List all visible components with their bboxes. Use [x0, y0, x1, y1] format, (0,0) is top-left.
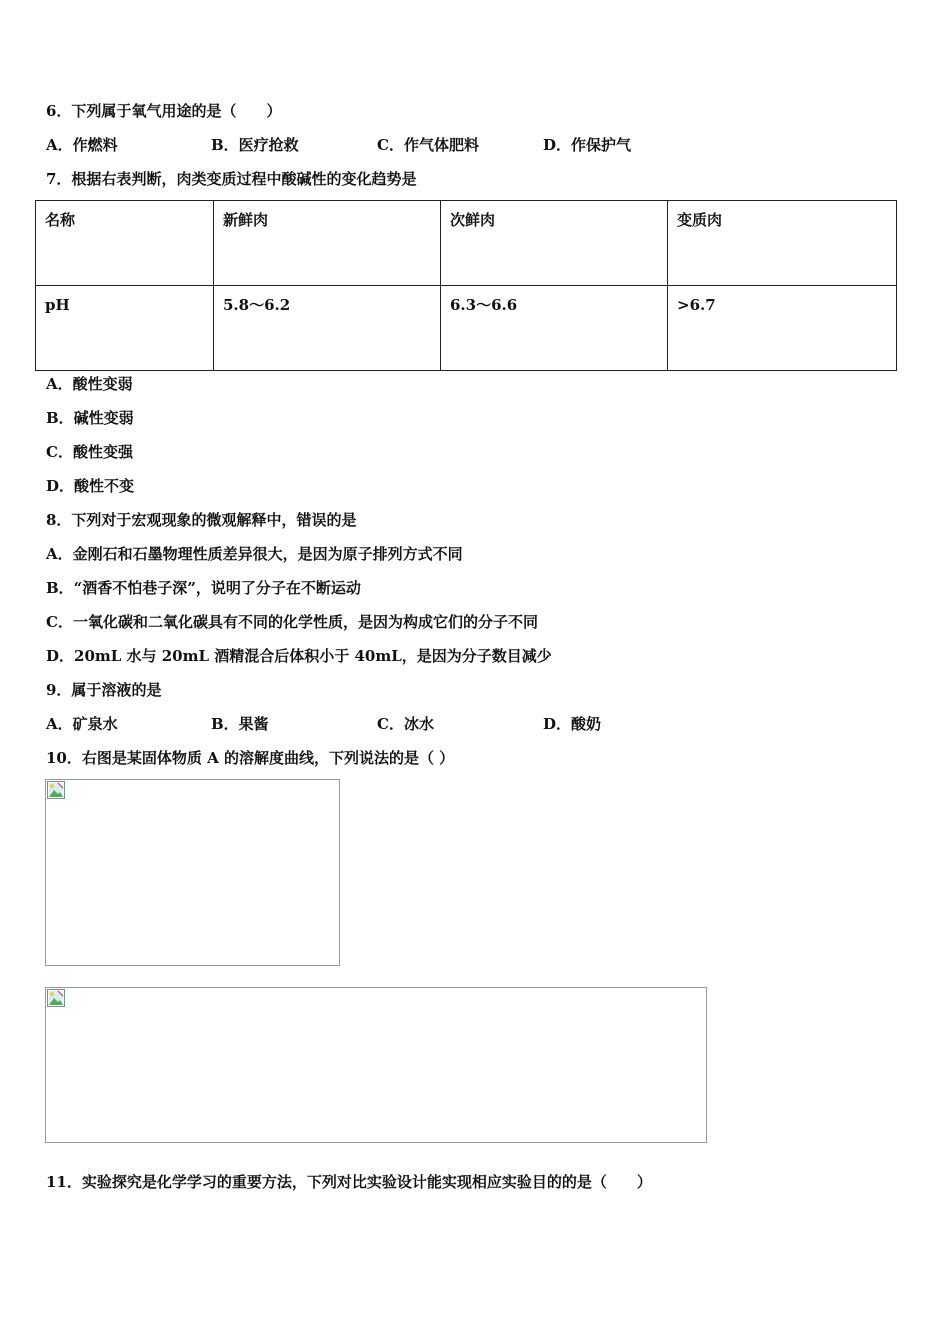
q7-option-a: A．酸性变弱: [46, 375, 133, 393]
table-cell: 新鲜肉: [214, 201, 441, 286]
q9-option-a: A．矿泉水: [46, 715, 118, 733]
table-row: [36, 286, 897, 371]
broken-image-icon: [47, 781, 65, 799]
q9-option-c: C．冰水: [377, 715, 434, 733]
q6-option-a: A．作燃料: [46, 136, 118, 154]
table-row: [36, 201, 897, 286]
table-cell: 5.8～6.2: [214, 286, 441, 371]
q6-option-b: B．医疗抢救: [211, 136, 299, 154]
table-cell: 6.3～6.6: [441, 286, 668, 371]
q9-option-d: D．酸奶: [543, 715, 602, 733]
q6-option-d: D．作保护气: [543, 136, 632, 154]
q6-stem: 6．下列属于氧气用途的是（ ）: [46, 102, 282, 120]
q9-option-b: B．果酱: [211, 715, 269, 733]
options-image: [45, 987, 707, 1143]
q11-stem: 11．实验探究是化学学习的重要方法，下列对比实验设计能实现相应实验目的的是（ ）: [46, 1173, 652, 1191]
q7-stem: 7．根据右表判断，肉类变质过程中酸碱性的变化趋势是: [46, 170, 417, 188]
table-cell: 名称: [36, 201, 214, 286]
q8-option-b: B．“酒香不怕巷子深”，说明了分子在不断运动: [46, 579, 361, 597]
table-cell: 变质肉: [668, 201, 897, 286]
q7-option-b: B．碱性变弱: [46, 409, 134, 427]
solubility-curve-image: [45, 779, 340, 966]
broken-image-icon: [47, 989, 65, 1007]
q6-option-c: C．作气体肥料: [377, 136, 479, 154]
q7-option-d: D．酸性不变: [46, 477, 135, 495]
q8-stem: 8．下列对于宏观现象的微观解释中，错误的是: [46, 511, 357, 529]
q7-option-c: C．酸性变强: [46, 443, 133, 461]
q10-stem: 10．右图是某固体物质 A 的溶解度曲线，下列说法的是（ ）: [46, 749, 455, 767]
q9-stem: 9．属于溶液的是: [46, 681, 162, 699]
q8-option-c: C．一氧化碳和二氧化碳具有不同的化学性质，是因为构成它们的分子不同: [46, 613, 538, 631]
q8-option-a: A．金刚石和石墨物理性质差异很大，是因为原子排列方式不同: [46, 545, 463, 563]
q8-option-d: D．20mL 水与 20mL 酒精混合后体积小于 40mL，是因为分子数目减少: [46, 647, 552, 665]
ph-table: [35, 200, 897, 371]
table-cell: 次鲜肉: [441, 201, 668, 286]
table-cell: >6.7: [668, 286, 897, 371]
table-cell: pH: [36, 286, 214, 371]
